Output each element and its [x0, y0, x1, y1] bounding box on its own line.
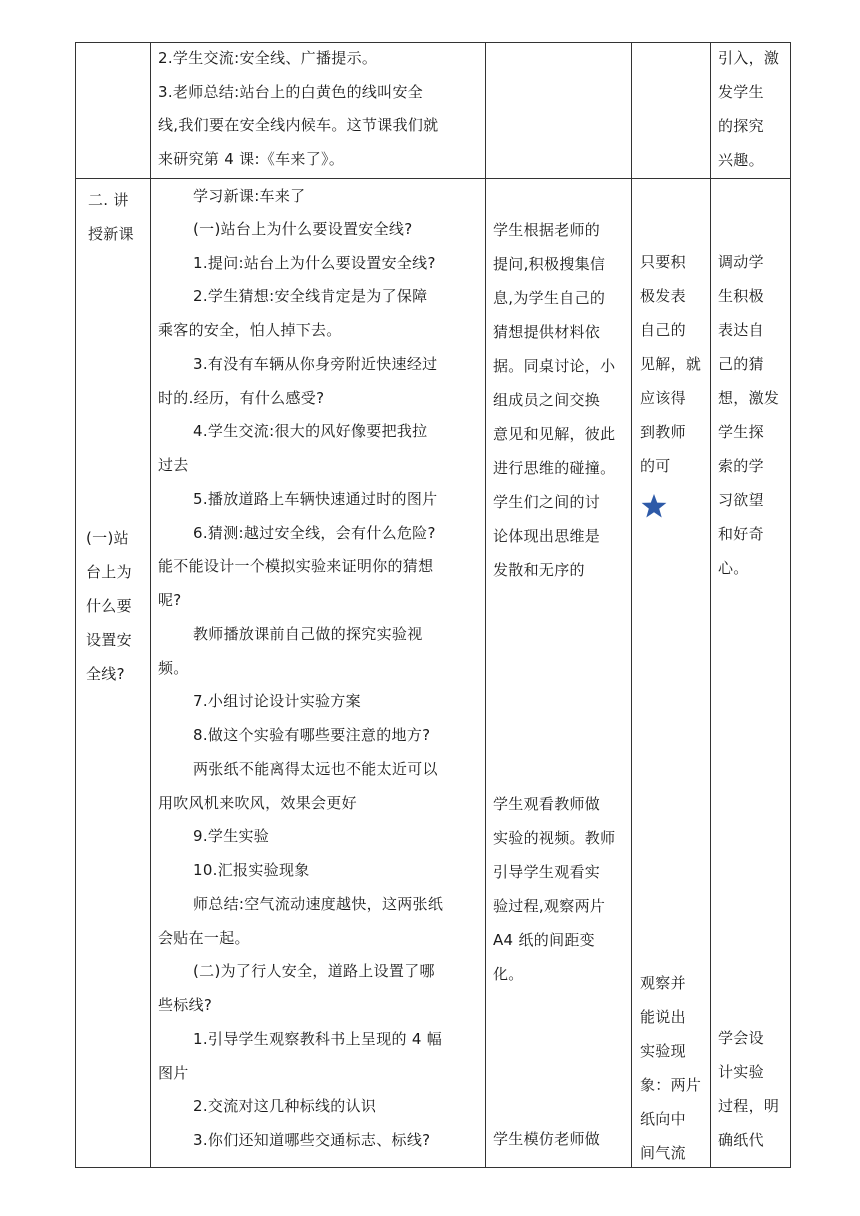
content-line: 图片 — [158, 1064, 189, 1082]
table-border-left — [75, 42, 76, 1168]
content-line: 过去 — [158, 456, 189, 474]
content-line: (一)站台上为什么要设置安全线? — [193, 220, 413, 238]
student-activity-line: 据。同桌讨论，小 — [493, 357, 616, 375]
intent-line: 计实验 — [718, 1063, 764, 1081]
evaluation-line: 间气流 — [640, 1144, 686, 1162]
evaluation-line: 应该得 — [640, 389, 686, 407]
evaluation-line: 纸向中 — [640, 1110, 686, 1128]
intent-line: 学生探 — [718, 423, 764, 441]
top-content-line-3: 线,我们要在安全线内候车。这节课我们就 — [158, 116, 439, 134]
student-activity-line: 意见和见解，彼此 — [493, 425, 616, 443]
evaluation-block-2 — [640, 966, 701, 1170]
intent-block-1 — [718, 245, 779, 585]
student-activity-line: 实验的视频。教师 — [493, 829, 616, 847]
student-activity-line: 学生根据老师的 — [493, 221, 601, 239]
evaluation-line: 的可 — [640, 457, 671, 475]
content-line: (二)为了行人安全，道路上设置了哪 — [193, 962, 435, 980]
student-activity-line: 学生模仿老师做 — [493, 1130, 601, 1148]
student-activity-line: 提问,积极搜集信 — [493, 255, 606, 273]
evaluation-line: 象：两片 — [640, 1076, 702, 1094]
table-divider-col4 — [710, 42, 711, 1168]
intent-line: 表达自 — [718, 321, 764, 339]
student-activity-line: 发散和无序的 — [493, 561, 585, 579]
student-activity-line: 学生们之间的讨 — [493, 493, 601, 511]
intent-line: 确纸代 — [718, 1131, 764, 1149]
intent-line: 学会设 — [718, 1029, 764, 1047]
subsection-label-line: (一)站 — [86, 529, 129, 547]
star-icon — [641, 493, 667, 519]
table-border-top — [75, 42, 791, 43]
content-line: 师总结:空气流动速度越快，这两张纸 — [193, 895, 444, 913]
student-activity-line: 进行思维的碰撞。 — [493, 459, 616, 477]
content-line: 8.做这个实验有哪些要注意的地方? — [193, 726, 431, 744]
content-line: 4.学生交流:很大的风好像要把我拉 — [193, 422, 428, 440]
evaluation-line: 只要积 — [640, 253, 686, 271]
intent-line: 索的学 — [718, 457, 764, 475]
stage-label-line-1: 二. 讲 — [88, 191, 129, 209]
content-line: 10.汇报实验现象 — [193, 861, 310, 879]
content-line: 2.学生猜想:安全线肯定是为了保障 — [193, 287, 428, 305]
table-divider-col2 — [485, 42, 486, 1168]
evaluation-block-1 — [640, 245, 701, 483]
intent-line: 习欲望 — [718, 491, 764, 509]
content-line: 2.交流对这几种标线的认识 — [193, 1097, 377, 1115]
intent-line: 和好奇 — [718, 525, 764, 543]
intent-line: 己的猜 — [718, 355, 764, 373]
student-activity-line: 学生观看教师做 — [493, 795, 601, 813]
top-intent-line: 兴趣。 — [718, 151, 764, 169]
student-activity-block-2 — [493, 787, 615, 991]
content-line: 用吹风机来吹风，效果会更好 — [158, 794, 357, 812]
evaluation-line: 到教师 — [640, 423, 686, 441]
subsection-label-line: 什么要 — [86, 597, 132, 615]
student-activity-block-1 — [493, 213, 615, 587]
table-border-right — [790, 42, 791, 1168]
table-row-divider — [75, 178, 791, 179]
content-line: 乘客的安全，怕人掉下去。 — [158, 321, 342, 339]
content-line: 学习新课:车来了 — [193, 187, 306, 205]
content-line: 些标线? — [158, 996, 213, 1014]
evaluation-line: 观察并 — [640, 974, 686, 992]
top-content-line-4: 来研究第 4 课:《车来了》。 — [158, 150, 345, 168]
top-intent-line: 发学生 — [718, 83, 764, 101]
evaluation-line: 能说出 — [640, 1008, 686, 1026]
content-line: 3.有没有车辆从你身旁附近快速经过 — [193, 355, 438, 373]
stage-label-line-2: 授新课 — [88, 225, 134, 243]
content-line: 时的.经历，有什么感受? — [158, 389, 325, 407]
content-line: 6.猜测:越过安全线，会有什么危险? — [193, 524, 436, 542]
student-activity-line: 论体现出思维是 — [493, 527, 601, 545]
evaluation-line: 自己的 — [640, 321, 686, 339]
intent-line: 过程，明 — [718, 1097, 780, 1115]
content-line: 7.小组讨论设计实验方案 — [193, 692, 361, 710]
top-intent-line: 的探究 — [718, 117, 764, 135]
student-activity-line: A4 纸的间距变 — [493, 931, 595, 949]
top-intent-line: 引入，激 — [718, 49, 780, 67]
intent-line: 想，激发 — [718, 389, 780, 407]
subsection-label-column — [86, 521, 132, 691]
content-line: 频。 — [158, 659, 189, 677]
top-content-line-1: 2.学生交流:安全线、广播提示。 — [158, 49, 378, 67]
content-line: 两张纸不能离得太远也不能太近可以 — [193, 760, 438, 778]
student-activity-line: 验过程,观察两片 — [493, 897, 606, 915]
subsection-label-line: 全线? — [86, 665, 125, 683]
table-divider-col3 — [631, 42, 632, 1168]
student-activity-line: 化。 — [493, 965, 524, 983]
evaluation-line: 见解，就 — [640, 355, 702, 373]
content-line: 教师播放课前自己做的探究实验视 — [193, 625, 423, 643]
intent-line: 生积极 — [718, 287, 764, 305]
content-line: 5.播放道路上车辆快速通过时的图片 — [193, 490, 438, 508]
intent-block-2 — [718, 1021, 779, 1157]
top-intent-column — [718, 41, 779, 177]
evaluation-line: 实验现 — [640, 1042, 686, 1060]
student-activity-line: 猜想提供材料依 — [493, 323, 601, 341]
content-line: 3.你们还知道哪些交通标志、标线? — [193, 1131, 431, 1149]
student-activity-line: 息,为学生自己的 — [493, 289, 606, 307]
student-activity-line: 组成员之间交换 — [493, 391, 601, 409]
student-activity-block-3 — [493, 1122, 600, 1156]
content-line: 1.引导学生观察教科书上呈现的 4 幅 — [193, 1030, 443, 1048]
content-line: 9.学生实验 — [193, 827, 270, 845]
content-line: 会贴在一起。 — [158, 929, 250, 947]
subsection-label-line: 台上为 — [86, 563, 132, 581]
content-line: 能不能设计一个模拟实验来证明你的猜想 — [158, 557, 434, 575]
content-line: 呢? — [158, 591, 182, 609]
subsection-label-line: 设置安 — [86, 631, 132, 649]
table-divider-col1 — [150, 42, 151, 1168]
content-line: 1.提问:站台上为什么要设置安全线? — [193, 254, 436, 272]
top-content-line-2: 3.老师总结:站台上的白黄色的线叫安全 — [158, 83, 424, 101]
student-activity-line: 引导学生观看实 — [493, 863, 601, 881]
intent-line: 调动学 — [718, 253, 764, 271]
intent-line: 心。 — [718, 559, 749, 577]
evaluation-line: 极发表 — [640, 287, 686, 305]
